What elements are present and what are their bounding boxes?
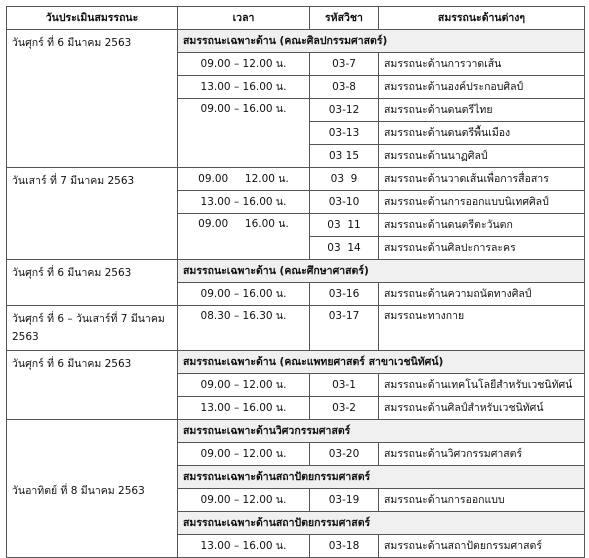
section-heading: สมรรถนะเฉพาะด้านสถาปัตยกรรมศาสตร์ <box>178 512 585 535</box>
code-cell: 03-10 <box>310 191 379 214</box>
header-time: เวลา <box>178 7 310 30</box>
code-cell: 03-7 <box>310 53 379 76</box>
header-date: วันประเมินสมรรถนะ <box>7 7 178 30</box>
time-cell: 13.00 – 16.00 น. <box>178 76 310 99</box>
time-cell: 09.00 – 16.00 น. <box>178 99 310 168</box>
code-cell: 03 15 <box>310 145 379 168</box>
header-code: รหัสวิชา <box>310 7 379 30</box>
competency-cell: สมรรถนะด้านการวาดเส้น <box>379 53 585 76</box>
time-cell: 13.00 – 16.00 น. <box>178 191 310 214</box>
competency-cell: สมรรถนะด้านการออกแบบ <box>379 489 585 512</box>
section-heading: สมรรถนะเฉพาะด้าน (คณะศิลปกรรมศาสตร์) <box>178 30 585 53</box>
code-cell: 03-1 <box>310 374 379 397</box>
competency-cell: สมรรถนะด้านนาฏศิลป์ <box>379 145 585 168</box>
time-cell: 13.00 – 16.00 น. <box>178 535 310 558</box>
competency-cell: สมรรถนะด้านสถาปัตยกรรมศาสตร์ <box>379 535 585 558</box>
code-cell: 03-13 <box>310 122 379 145</box>
code-cell: 03-18 <box>310 535 379 558</box>
header-row <box>7 7 585 30</box>
competency-cell: สมรรถนะด้านดนตรีตะวันตก <box>379 214 585 237</box>
time-cell: 09.00 – 12.00 น. <box>178 489 310 512</box>
time-cell: 09.00 – 16.00 น. <box>178 283 310 306</box>
table-row <box>7 30 585 53</box>
code-cell: 03-17 <box>310 306 379 351</box>
code-cell: 03 14 <box>310 237 379 260</box>
competency-cell: สมรรถนะด้านความถนัดทางศิลป์ <box>379 283 585 306</box>
time-cell: 09.00 12.00 น. <box>178 168 310 191</box>
table-row <box>7 420 585 443</box>
code-cell: 03 11 <box>310 214 379 237</box>
code-cell: 03-12 <box>310 99 379 122</box>
time-cell: 09.00 – 12.00 น. <box>178 374 310 397</box>
code-cell: 03-16 <box>310 283 379 306</box>
section-heading: สมรรถนะเฉพาะด้าน (คณะแพทยศาสตร์ สาขาเวชนิทัศน์) <box>178 351 585 374</box>
competency-cell: สมรรถนะด้านวาดเส้นเพื่อการสื่อสาร <box>379 168 585 191</box>
table-row <box>7 306 585 351</box>
competency-cell: สมรรถนะด้านศิลป์สำหรับเวชนิทัศน์ <box>379 397 585 420</box>
date-cell: วันอาทิตย์ ที่ 8 มีนาคม 2563 <box>7 420 178 558</box>
competency-cell: สมรรถนะด้านองค์ประกอบศิลป์ <box>379 76 585 99</box>
section-heading: สมรรถนะเฉพาะด้านสถาปัตยกรรมศาสตร์ <box>178 466 585 489</box>
date-cell: วันเสาร์ ที่ 7 มีนาคม 2563 <box>7 168 178 260</box>
competency-cell: สมรรถนะด้านดนตรีไทย <box>379 99 585 122</box>
date-cell: วันศุกร์ ที่ 6 มีนาคม 2563 <box>7 260 178 306</box>
code-cell: 03 9 <box>310 168 379 191</box>
table-row <box>7 168 585 191</box>
time-cell: 13.00 – 16.00 น. <box>178 397 310 420</box>
time-cell: 09.00 16.00 น. <box>178 214 310 260</box>
code-cell: 03-19 <box>310 489 379 512</box>
time-cell: 09.00 – 12.00 น. <box>178 53 310 76</box>
section-heading: สมรรถนะเฉพาะด้าน (คณะศึกษาศาสตร์) <box>178 260 585 283</box>
code-cell: 03-20 <box>310 443 379 466</box>
competency-cell: สมรรถนะด้านศิลปะการละคร <box>379 237 585 260</box>
schedule-table <box>6 6 585 558</box>
competency-cell: สมรรถนะด้านการออกแบบนิเทศศิลป์ <box>379 191 585 214</box>
schedule-document <box>6 6 584 558</box>
time-cell: 08.30 – 16.30 น. <box>178 306 310 351</box>
date-cell: วันศุกร์ ที่ 6 มีนาคม 2563 <box>7 30 178 168</box>
code-cell: 03-8 <box>310 76 379 99</box>
competency-cell: สมรรถนะด้านดนตรีพื้นเมือง <box>379 122 585 145</box>
competency-cell: สมรรถนะด้านเทคโนโลยีสำหรับเวชนิทัศน์ <box>379 374 585 397</box>
table-row <box>7 260 585 283</box>
table-row <box>7 351 585 374</box>
competency-cell: สมรรถนะด้านวิศวกรรมศาสตร์ <box>379 443 585 466</box>
code-cell: 03-2 <box>310 397 379 420</box>
competency-cell: สมรรถนะทางกาย <box>379 306 585 351</box>
header-competency: สมรรถนะด้านต่างๆ <box>379 7 585 30</box>
section-heading: สมรรถนะเฉพาะด้านวิศวกรรมศาสตร์ <box>178 420 585 443</box>
date-cell: วันศุกร์ ที่ 6 มีนาคม 2563 <box>7 351 178 420</box>
time-cell: 09.00 – 12.00 น. <box>178 443 310 466</box>
date-cell: วันศุกร์ ที่ 6 – วันเสาร์ที่ 7 มีนาคม 2563 <box>7 306 178 351</box>
